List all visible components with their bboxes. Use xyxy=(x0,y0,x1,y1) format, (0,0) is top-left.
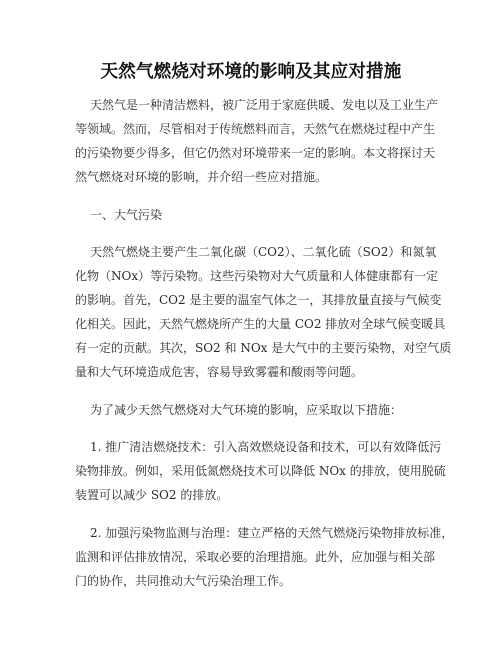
intro-line: 然气燃烧对环境的影响，并介绍一些应对措施。 xyxy=(75,170,328,184)
intro-line: 天然气是一种清洁燃料，被广泛用于家庭供暖、发电以及工业生产 xyxy=(90,98,439,112)
measure-1-line: 1. 推广清洁燃烧技术：引入高效燃烧设备和技术，可以有效降低污 xyxy=(90,440,442,454)
measure-1-line: 染物排放。例如，采用低氮燃烧技术可以降低 NOx 的排放，使用脱硫 xyxy=(75,464,446,478)
air-pollution-line: 天然气燃烧主要产生二氧化碳（CO2）、二氧化硫（SO2）和氮氧 xyxy=(90,245,437,259)
measure-2-line: 监测和评估排放情况，采取必要的治理措施。此外，应加强与相关部 xyxy=(75,550,436,564)
document-title: 天然气燃烧对环境的影响及其应对措施 xyxy=(100,62,402,82)
measure-2-line: 2. 加强污染物监测与治理：建立严格的天然气燃烧污染物排放标准， xyxy=(90,526,454,540)
measures-intro: 为了减少天然气燃烧对大气环境的影响，应采取以下措施： xyxy=(90,403,403,417)
measure-2-line: 门的协作，共同推动大气污染治理工作。 xyxy=(75,574,292,588)
air-pollution-line: 化相关。因此，天然气燃烧所产生的大量 CO2 排放对全球气候变暖具 xyxy=(75,317,446,331)
air-pollution-line: 有一定的贡献。其次，SO2 和 NOx 是大气中的主要污染物，对空气质 xyxy=(75,341,452,355)
measure-1-line: 装置可以减少 SO2 的排放。 xyxy=(75,488,229,502)
air-pollution-line: 化物（NOx）等污染物。这些污染物对大气质量和人体健康都有一定 xyxy=(75,269,439,283)
air-pollution-line: 的影响。首先，CO2 是主要的温室气体之一，其排放量直接与气候变 xyxy=(75,293,442,307)
section-heading: 一、大气污染 xyxy=(90,208,163,222)
intro-line: 的污染物要少得多，但它仍然对环境带来一定的影响。本文将探讨天 xyxy=(75,146,436,160)
intro-line: 等领域。然而，尽管相对于传统燃料而言，天然气在燃烧过程中产生 xyxy=(75,122,436,136)
air-pollution-line: 量和大气环境造成危害，容易导致雾霾和酸雨等问题。 xyxy=(75,365,364,379)
